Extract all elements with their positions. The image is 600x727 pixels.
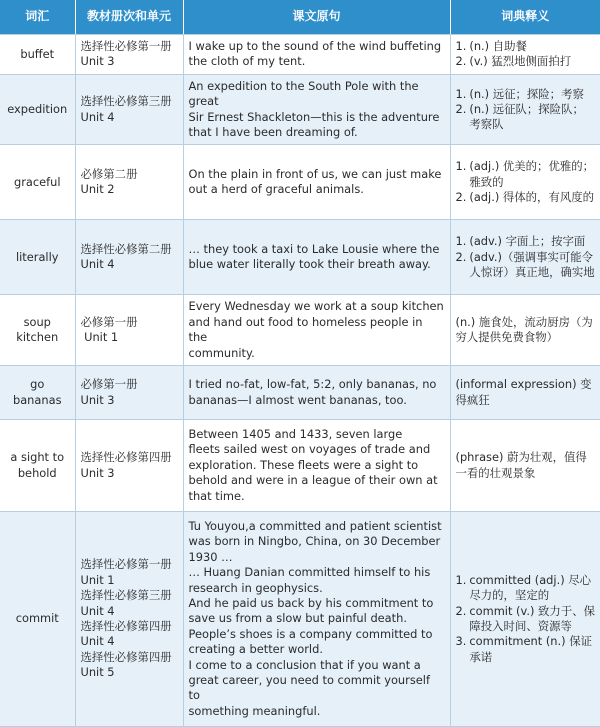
sentence-cell: Between 1405 and 1433, seven large fleets sailed west on voyages of trade and exploration. These fleets were a sight to behold and were in a league of their own at that time.: [183, 420, 450, 512]
textbook-cell: 选择性必修第二册 Unit 4: [75, 220, 183, 295]
textbook-cell: 选择性必修第四册 Unit 3: [75, 420, 183, 512]
definition-text: (informal expression) 变得疯狂: [455, 377, 592, 407]
table-row: [0, 366, 600, 420]
word-cell: expedition: [0, 74, 75, 145]
definition-cell: [450, 420, 600, 512]
header-source-sentence: 课文原句: [183, 0, 450, 35]
table-row: [0, 220, 600, 295]
textbook-cell: 必修第二册 Unit 2: [75, 145, 183, 220]
sentence-cell: … they took a taxi to Lake Lousie where the blue water literally took their breath away.: [183, 220, 450, 295]
table-row: [0, 512, 600, 727]
definition-text: (phrase) 蔚为壮观，值得一看的壮观景象: [455, 450, 587, 480]
word-cell: literally: [0, 220, 75, 295]
table-row: [0, 295, 600, 366]
table-row: [0, 74, 600, 145]
definition-text: (n.) 施食处，流动厨房（为穷人提供免费食物）: [455, 314, 593, 345]
definition-cell: 1. committed (adj.) 尽心尽力的，坚定的 2. commit (v.) 致力于、保障投入时间、资源等 3. commitment (n.) 保证承诺: [450, 512, 600, 727]
sentence-cell: On the plain in front of us, we can just make out a herd of graceful animals.: [183, 145, 450, 220]
header-word: 词汇: [0, 0, 75, 35]
definition-cell: [450, 295, 600, 366]
header-dictionary-definition: 词典释义: [450, 0, 600, 35]
sentence-cell: I wake up to the sound of the wind buffeting the cloth of my tent.: [183, 35, 450, 75]
table-row: [0, 145, 600, 220]
textbook-cell: 必修第一册 Unit 3: [75, 366, 183, 420]
sentence-cell: An expedition to the South Pole with the great Sir Ernest Shackleton—this is the adventure that I have been dreaming of.: [183, 74, 450, 145]
word-cell: buffet: [0, 35, 75, 75]
word-cell: go bananas: [0, 366, 75, 420]
definition-cell: [450, 366, 600, 420]
word-cell: graceful: [0, 145, 75, 220]
definition-cell: 1. (adv.) 字面上；按字面 2. (adv.)（强调事实可能令人惊讶）真正地，确实地: [450, 220, 600, 295]
sentence-cell: I tried no-fat, low-fat, 5:2, only bananas, no bananas—I almost went bananas, too.: [183, 366, 450, 420]
textbook-cell: 必修第一册 Unit 1: [75, 295, 183, 366]
definition-cell: 1. (n.) 远征；探险；考察 2. (n.) 远征队；探险队；考察队: [450, 74, 600, 145]
table-row: [0, 420, 600, 512]
textbook-cell: 选择性必修第一册 Unit 3: [75, 35, 183, 75]
definition-cell: 1. (adj.) 优美的；优雅的；雅致的 2. (adj.) 得体的，有风度的: [450, 145, 600, 220]
textbook-cell: 选择性必修第一册 Unit 1 选择性必修第三册 Unit 4 选择性必修第四册 Unit 4 选择性必修第四册 Unit 5: [75, 512, 183, 727]
header-textbook-unit: 教材册次和单元: [75, 0, 183, 35]
word-cell: commit: [0, 512, 75, 727]
definition-cell: 1. (n.) 自助餐 2. (v.) 猛烈地侧面拍打: [450, 35, 600, 75]
word-cell: a sight to behold: [0, 420, 75, 512]
textbook-cell: 选择性必修第三册 Unit 4: [75, 74, 183, 145]
word-cell: soup kitchen: [0, 295, 75, 366]
table-row: [0, 35, 600, 75]
sentence-cell: Tu Youyou,a committed and patient scientist was born in Ningbo, China, on 30 December 1930 … … Huang Danian committed himself to his research in geophysics. And he paid us back by his commitment to save us from a slow but painful death. People’s shoes is a company committed to creating a better world. I come to a conclusion that if you want a great career, you need to commit yourself to something meaningful.: [183, 512, 450, 727]
header-row: [0, 0, 600, 35]
sentence-cell: Every Wednesday we work at a soup kitchen and hand out food to homeless people in the community.: [183, 295, 450, 366]
